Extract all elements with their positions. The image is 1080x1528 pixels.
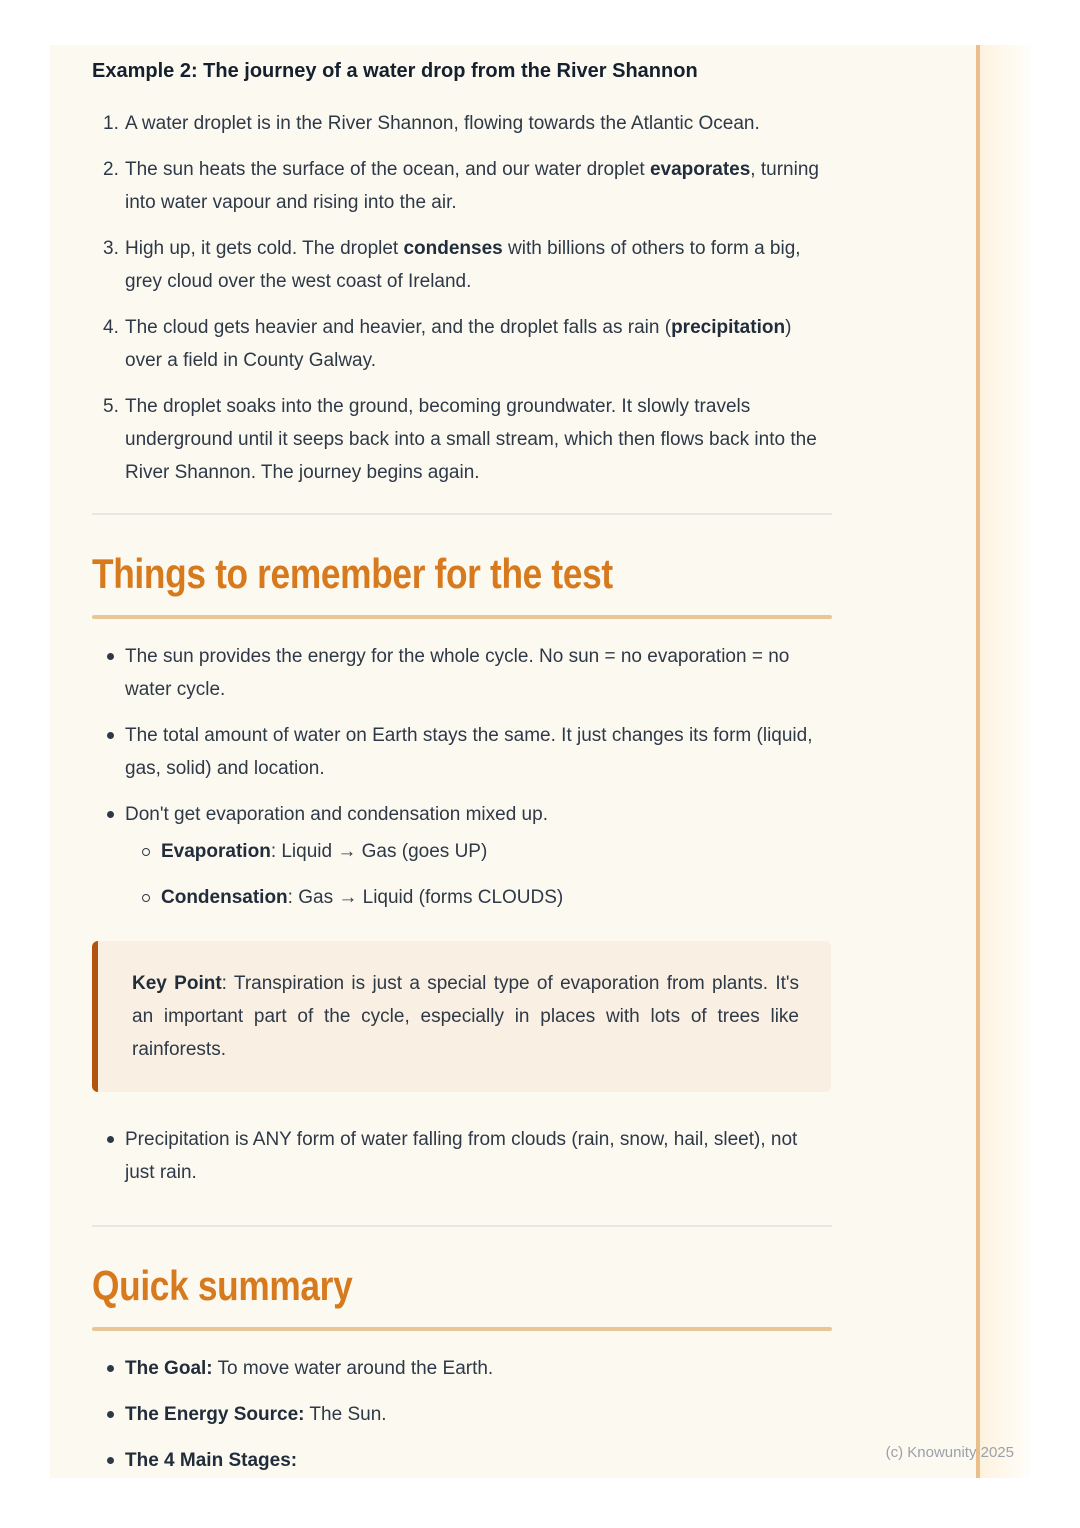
key-point-text: Key Point: Transpiration is just a special type of evaporation from plants. It's an important part of the cycle, especially in places with lots of trees like rainforests. (132, 973, 799, 1060)
step-text: High up, it gets cold. The droplet condenses with billions of others to form a big, grey cloud over the west coast of Ireland. (125, 238, 801, 292)
step-text: The cloud gets heavier and heavier, and the droplet falls as rain (precipitation) over a field in County Galway. (125, 317, 792, 371)
sub-bullet-text: Evaporation: Liquid → Gas (goes UP) (161, 841, 488, 862)
bullet-text: The total amount of water on Earth stays the same. It just changes its form (liquid, gas, solid) and location. (125, 725, 813, 779)
sub-bullet-text: Condensation: Gas → Liquid (forms CLOUDS) (161, 887, 564, 908)
bullet-text-inline: Don't get evaporation and condensation mixed up. (125, 804, 548, 825)
circle-bullet-icon (140, 881, 161, 914)
bullet-text: The Energy Source: The Sun. (125, 1404, 387, 1425)
document-content (92, 45, 832, 1490)
bullet-item (105, 640, 832, 706)
bullet-item (105, 1398, 832, 1431)
bullet-dot-icon (105, 1444, 125, 1477)
step-item (103, 311, 832, 377)
section-divider (92, 1225, 832, 1227)
bullet-dot-icon (105, 798, 125, 927)
example-heading: Example 2: The journey of a water drop from the River Shannon (92, 60, 698, 82)
bullet-text: The sun provides the energy for the whole cycle. No sun = no evaporation = no water cycle. (125, 646, 790, 700)
bullet-item (105, 1352, 832, 1385)
bullet-dot-icon (105, 719, 125, 785)
step-item (103, 153, 832, 219)
step-text: A water droplet is in the River Shannon, flowing towards the Atlantic Ocean. (125, 113, 760, 134)
summary-list (92, 1352, 832, 1477)
document-page (50, 45, 1030, 1478)
section-divider (92, 513, 832, 515)
section-heading-remember: Things to remember for the test (92, 550, 613, 597)
step-number: 3. (103, 238, 119, 259)
step-item (103, 390, 832, 489)
bullet-text: The Goal: To move water around the Earth. (125, 1358, 494, 1379)
key-point-callout (92, 941, 831, 1092)
bullet-dot-icon (105, 1123, 125, 1189)
bullet-dot-icon (105, 640, 125, 706)
sub-list (125, 835, 832, 914)
step-number: 2. (103, 159, 119, 180)
remember-list (92, 640, 832, 927)
bullet-item (105, 798, 832, 927)
bullet-text (125, 798, 832, 927)
bullet-text: The 4 Main Stages: (125, 1450, 298, 1471)
bullet-dot-icon (105, 1398, 125, 1431)
section-heading-summary: Quick summary (92, 1262, 353, 1309)
heading-underline (92, 1327, 832, 1331)
step-text: The sun heats the surface of the ocean, and our water droplet evaporates, turning into water vapour and rising into the air. (125, 159, 819, 213)
copyright-watermark: (c) Knowunity 2025 (885, 1444, 1014, 1461)
step-item (103, 107, 832, 140)
step-number: 4. (103, 317, 119, 338)
precipitation-list (92, 1123, 832, 1189)
step-item (103, 232, 832, 298)
bullet-item (105, 719, 832, 785)
bullet-item (105, 1123, 832, 1189)
sub-bullet-item (140, 835, 832, 868)
bullet-text: Precipitation is ANY form of water falling from clouds (rain, snow, hail, sleet), not just rain. (125, 1129, 798, 1183)
step-number: 1. (103, 113, 119, 134)
step-text: The droplet soaks into the ground, becoming groundwater. It slowly travels underground until it seeps back into a small stream, which then flows back into the River Shannon. The journey begins again. (125, 396, 817, 483)
steps-list (92, 107, 832, 489)
right-margin-band (976, 45, 1030, 1478)
bullet-dot-icon (105, 1352, 125, 1385)
circle-bullet-icon (140, 835, 161, 868)
bullet-item (105, 1444, 832, 1477)
heading-underline (92, 615, 832, 619)
sub-bullet-item (140, 881, 832, 914)
step-number: 5. (103, 396, 119, 417)
